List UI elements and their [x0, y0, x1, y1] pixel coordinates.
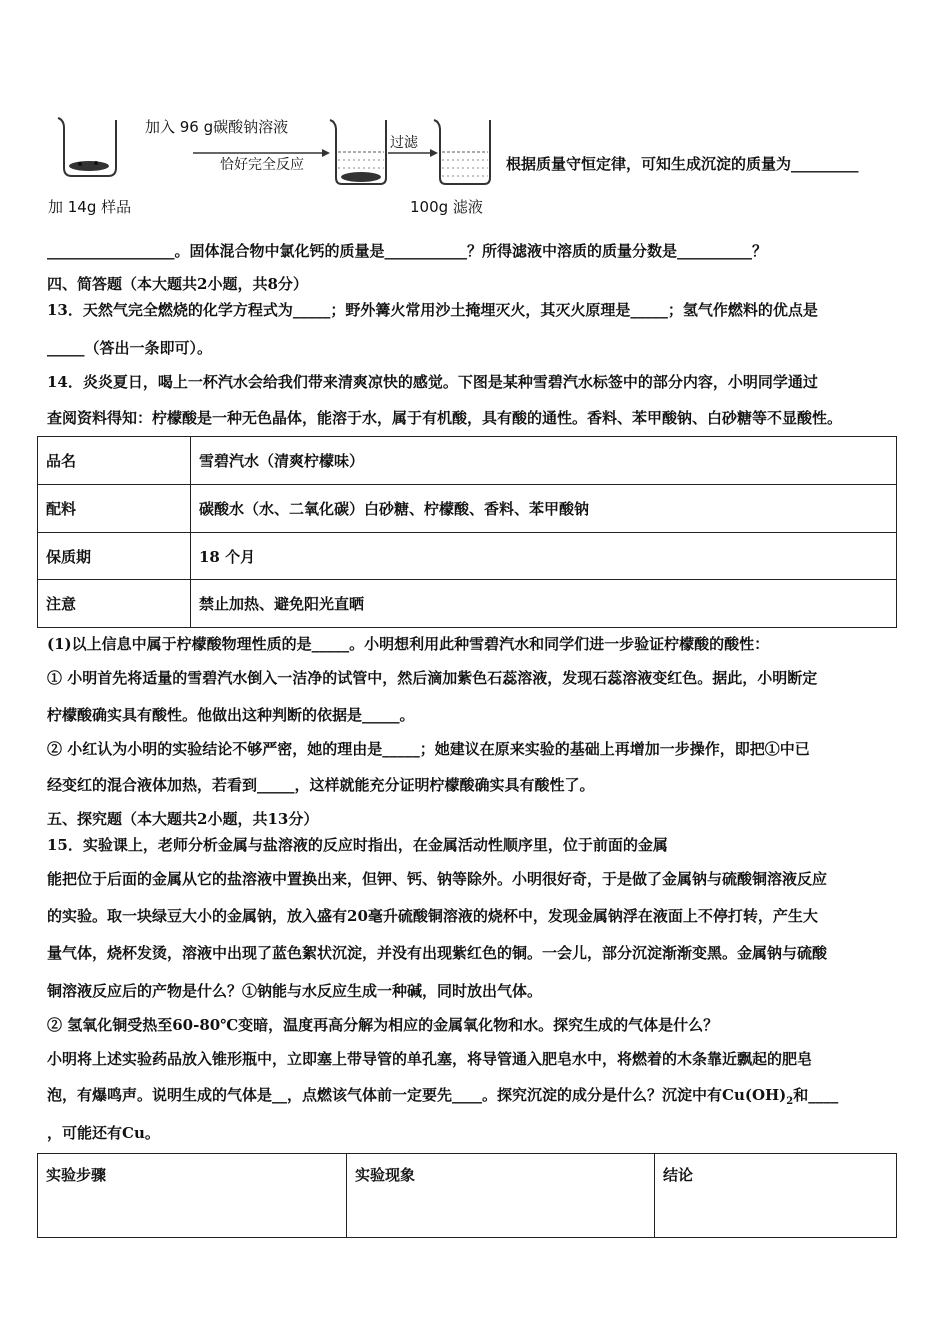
label-table [37, 436, 897, 628]
q14-p3b: 经变红的混合液体加热，若看到_____，这样就能充分证明柠檬酸确实具有酸性了。 [47, 776, 595, 794]
q15-line8 [47, 1084, 838, 1107]
q14-line1: 14．炎炎夏日，喝上一杯汽水会给我们带来清爽凉快的感觉。下图是某种雪碧汽水标签中的部分内容，小明同学通过 [47, 373, 818, 391]
q12-line2: _________________。固体混合物中氯化钙的质量是___________？所得滤液中溶质的质量分数是__________？ [47, 242, 768, 260]
label-sample: 加 14g 样品 [48, 198, 132, 216]
q15-line8-a: 泡，有爆鸣声。说明生成的气体是__，点燃该气体前一定要先____。探究沉淀的成分是什么？沉淀中有Cu(OH) [47, 1086, 787, 1104]
q15-line3: 的实验。取一块绿豆大小的金属钠，放入盛有20毫升硫酸铜溶液的烧杯中，发现金属钠浮在液面上不停打转，产生大 [47, 907, 818, 925]
table-cell-key: 保质期 [38, 533, 191, 580]
label-filter: 过滤 [390, 135, 418, 151]
label-add-reagent: 加入 96 g碳酸钠溶液 [145, 118, 289, 136]
header-phenomena: 实验现象 [347, 1154, 655, 1238]
q15-line4: 量气体，烧杯发烫，溶液中出现了蓝色絮状沉淀，并没有出现紫红色的铜。一会儿，部分沉淀渐渐变黑。金属钠与硫酸 [47, 944, 828, 962]
table-row [38, 485, 897, 533]
q15-line6: ② 氢氧化铜受热至60-80℃变暗，温度再高分解为相应的金属氧化物和水。探究生成的气体是什么？ [47, 1016, 719, 1034]
label-react: 恰好完全反应 [220, 157, 304, 173]
q14-p2b: 柠檬酸确实具有酸性。他做出这种判断的依据是_____。 [47, 706, 415, 724]
table-row [38, 533, 897, 580]
q13-line1: 13．天然气完全燃烧的化学方程式为_____；野外篝火常用沙土掩埋灭火，其灭火原理是_____；氢气作燃料的优点是 [47, 301, 818, 319]
q15-line2: 能把位于后面的金属从它的盐溶液中置换出来，但钾、钙、钠等除外。小明很好奇，于是做了金属钠与硫酸铜溶液反应 [47, 870, 828, 888]
beaker-filtrate-icon [434, 120, 490, 184]
section4-heading: 四、简答题（本大题共2小题，共8分） [47, 275, 308, 293]
q14-p1: (1)以上信息中属于柠檬酸物理性质的是_____。小明想利用此种雪碧汽水和同学们进一步验证柠檬酸的酸性： [47, 635, 770, 653]
table-cell-key: 配料 [38, 485, 191, 533]
table-cell-value: 禁止加热、避免阳光直晒 [191, 580, 897, 628]
q14-p3a: ② 小红认为小明的实验结论不够严密，她的理由是_____；她建议在原来实验的基础上再增加一步操作，即把①中已 [47, 740, 810, 758]
table-row [38, 437, 897, 485]
header-conclusion: 结论 [655, 1154, 897, 1238]
q15-line1: 15．实验课上，老师分析金属与盐溶液的反应时指出，在金属活动性顺序里，位于前面的金属 [47, 836, 668, 854]
table-cell-key: 品名 [38, 437, 191, 485]
table-cell-value: 18 个月 [191, 533, 897, 580]
section5-heading: 五、探究题（本大题共2小题，共13分） [47, 810, 319, 828]
table-cell-value: 雪碧汽水（清爽柠檬味） [191, 437, 897, 485]
q15-line8-b: 和____ [793, 1086, 839, 1104]
beaker-sample-icon [58, 118, 116, 176]
q13-line2: _____（答出一条即可）。 [47, 339, 213, 357]
q15-line7: 小明将上述实验药品放入锥形瓶中，立即塞上带导管的单孔塞，将导管通入肥皂水中，将燃着的木条靠近飘起的肥皂 [47, 1050, 813, 1068]
table-cell-value: 碳酸水（水、二氧化碳）白砂糖、柠檬酸、香料、苯甲酸钠 [191, 485, 897, 533]
table-cell-key: 注意 [38, 580, 191, 628]
q15-line9: ，可能还有Cu。 [47, 1124, 160, 1142]
q15-line5: 铜溶液反应后的产物是什么？①钠能与水反应生成一种碱，同时放出气体。 [47, 982, 543, 1000]
header-steps: 实验步骤 [38, 1154, 347, 1238]
label-filtrate: 100g 滤液 [410, 198, 483, 216]
q12-line1: 根据质量守恒定律，可知生成沉淀的质量为_________ [506, 155, 859, 173]
experiment-table [37, 1153, 897, 1238]
table-row [38, 1154, 897, 1238]
beaker-reaction-icon [330, 120, 386, 184]
q14-p2a: ① 小明首先将适量的雪碧汽水倒入一洁净的试管中，然后滴加紫色石蕊溶液，发现石蕊溶液变红色。据此，小明断定 [47, 669, 818, 687]
table-row [38, 580, 897, 628]
subscript-2: 2 [786, 1096, 794, 1107]
q14-line2: 查阅资料得知：柠檬酸是一种无色晶体，能溶于水，属于有机酸，具有酸的通性。香料、苯甲酸钠、白砂糖等不显酸性。 [47, 409, 843, 427]
